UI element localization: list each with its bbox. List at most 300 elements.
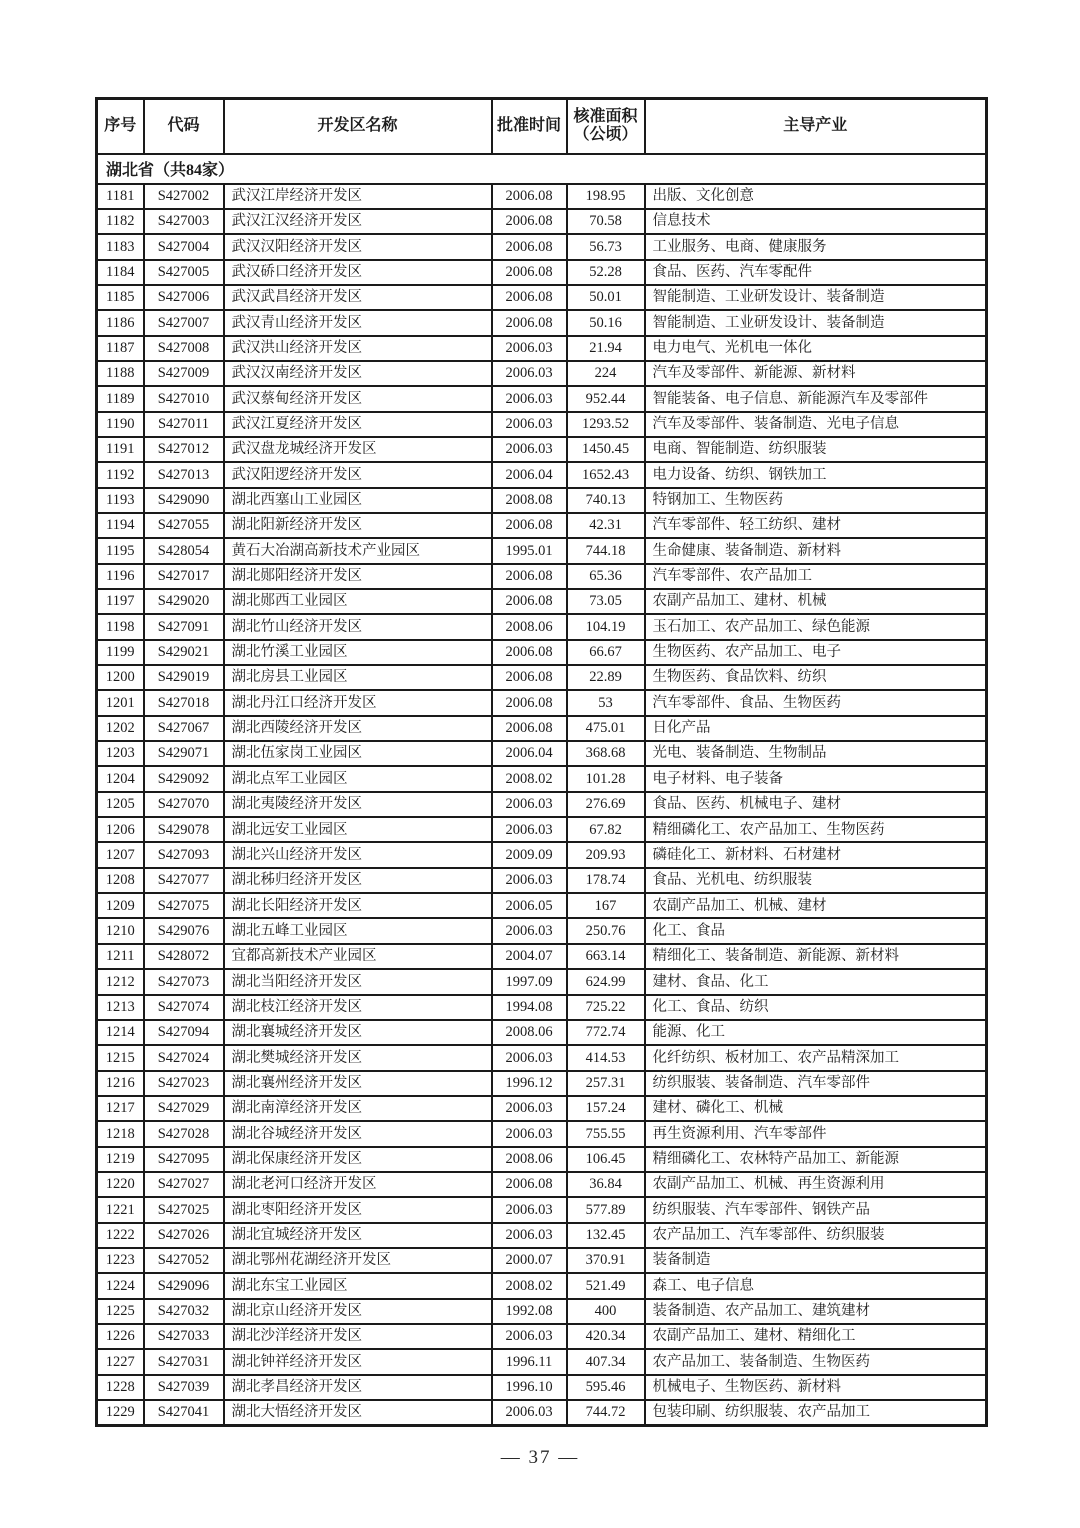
cell-zone-name: 武汉洪山经济开发区 <box>224 336 492 361</box>
cell-zone-name: 湖北沙洋经济开发区 <box>224 1324 492 1349</box>
cell-serial: 1209 <box>97 893 144 918</box>
cell-serial: 1218 <box>97 1121 144 1146</box>
cell-serial: 1225 <box>97 1299 144 1324</box>
cell-serial: 1226 <box>97 1324 144 1349</box>
cell-industries: 磷硅化工、新材料、石材建材 <box>645 842 987 867</box>
cell-serial: 1200 <box>97 665 144 690</box>
cell-code: S429092 <box>144 766 224 791</box>
cell-approval-date: 2006.08 <box>492 640 567 665</box>
cell-code: S427017 <box>144 564 224 589</box>
header-area <box>567 99 645 154</box>
cell-industries: 特钢加工、生物医药 <box>645 488 987 513</box>
cell-serial: 1211 <box>97 944 144 969</box>
cell-area: 740.13 <box>567 488 645 513</box>
cell-serial: 1198 <box>97 614 144 639</box>
cell-industries: 建材、磷化工、机械 <box>645 1096 987 1121</box>
cell-area: 755.55 <box>567 1121 645 1146</box>
cell-area: 67.82 <box>567 817 645 842</box>
cell-serial: 1202 <box>97 716 144 741</box>
cell-zone-name: 湖北钟祥经济开发区 <box>224 1349 492 1374</box>
cell-approval-date: 1992.08 <box>492 1299 567 1324</box>
cell-serial: 1184 <box>97 260 144 285</box>
table-row <box>97 488 987 513</box>
cell-zone-name: 湖北郧阳经济开发区 <box>224 564 492 589</box>
cell-approval-date: 2004.07 <box>492 944 567 969</box>
cell-industries: 能源、化工 <box>645 1020 987 1045</box>
cell-code: S427007 <box>144 310 224 335</box>
table-row <box>97 538 987 563</box>
cell-approval-date: 2008.06 <box>492 1147 567 1172</box>
cell-zone-name: 武汉盘龙城经济开发区 <box>224 437 492 462</box>
cell-serial: 1199 <box>97 640 144 665</box>
cell-zone-name: 湖北保康经济开发区 <box>224 1147 492 1172</box>
cell-zone-name: 武汉汉南经济开发区 <box>224 361 492 386</box>
cell-zone-name: 湖北南漳经济开发区 <box>224 1096 492 1121</box>
cell-serial: 1207 <box>97 842 144 867</box>
cell-industries: 食品、光机电、纺织服装 <box>645 868 987 893</box>
cell-serial: 1182 <box>97 209 144 234</box>
cell-zone-name: 湖北五峰工业园区 <box>224 918 492 943</box>
table-row <box>97 1375 987 1400</box>
cell-serial: 1208 <box>97 868 144 893</box>
cell-serial: 1216 <box>97 1071 144 1096</box>
cell-approval-date: 2006.03 <box>492 817 567 842</box>
cell-code: S427031 <box>144 1349 224 1374</box>
cell-serial: 1220 <box>97 1172 144 1197</box>
cell-industries: 出版、文化创意 <box>645 184 987 209</box>
cell-industries: 生命健康、装备制造、新材料 <box>645 538 987 563</box>
cell-area: 370.91 <box>567 1248 645 1273</box>
cell-approval-date: 1997.09 <box>492 969 567 994</box>
cell-zone-name: 武汉青山经济开发区 <box>224 310 492 335</box>
cell-zone-name: 湖北谷城经济开发区 <box>224 1121 492 1146</box>
cell-zone-name: 武汉武昌经济开发区 <box>224 285 492 310</box>
cell-zone-name: 湖北当阳经济开发区 <box>224 969 492 994</box>
cell-industries: 纺织服装、装备制造、汽车零部件 <box>645 1071 987 1096</box>
cell-area: 50.01 <box>567 285 645 310</box>
cell-industries: 生物医药、食品饮料、纺织 <box>645 665 987 690</box>
cell-code: S427032 <box>144 1299 224 1324</box>
cell-area: 65.36 <box>567 564 645 589</box>
table-row <box>97 285 987 310</box>
cell-serial: 1190 <box>97 412 144 437</box>
cell-zone-name: 湖北长阳经济开发区 <box>224 893 492 918</box>
cell-zone-name: 湖北襄州经济开发区 <box>224 1071 492 1096</box>
cell-industries: 化工、食品 <box>645 918 987 943</box>
table-row <box>97 1197 987 1222</box>
cell-code: S427074 <box>144 995 224 1020</box>
cell-industries: 汽车零部件、食品、生物医药 <box>645 690 987 715</box>
table-row <box>97 1121 987 1146</box>
cell-zone-name: 湖北襄城经济开发区 <box>224 1020 492 1045</box>
cell-zone-name: 武汉江夏经济开发区 <box>224 412 492 437</box>
header-approval-time: 批准时间 <box>492 99 567 154</box>
cell-area: 276.69 <box>567 792 645 817</box>
cell-industries: 智能装备、电子信息、新能源汽车及零部件 <box>645 386 987 411</box>
cell-code: S429021 <box>144 640 224 665</box>
cell-serial: 1193 <box>97 488 144 513</box>
cell-area: 106.45 <box>567 1147 645 1172</box>
cell-zone-name: 宜都高新技术产业园区 <box>224 944 492 969</box>
cell-code: S427055 <box>144 513 224 538</box>
cell-approval-date: 2008.06 <box>492 614 567 639</box>
cell-zone-name: 武汉蔡甸经济开发区 <box>224 386 492 411</box>
cell-serial: 1217 <box>97 1096 144 1121</box>
cell-code: S427010 <box>144 386 224 411</box>
table-row <box>97 792 987 817</box>
cell-industries: 汽车及零部件、新能源、新材料 <box>645 361 987 386</box>
cell-area: 56.73 <box>567 234 645 259</box>
cell-code: S427075 <box>144 893 224 918</box>
cell-area: 52.28 <box>567 260 645 285</box>
cell-approval-date: 2006.03 <box>492 1197 567 1222</box>
header-industry: 主导产业 <box>645 99 987 154</box>
table-row <box>97 1020 987 1045</box>
cell-industries: 智能制造、工业研发设计、装备制造 <box>645 285 987 310</box>
cell-approval-date: 2006.08 <box>492 285 567 310</box>
cell-code: S427002 <box>144 184 224 209</box>
cell-zone-name: 湖北夷陵经济开发区 <box>224 792 492 817</box>
cell-approval-date: 2000.07 <box>492 1248 567 1273</box>
cell-code: S428054 <box>144 538 224 563</box>
cell-zone-name: 湖北秭归经济开发区 <box>224 868 492 893</box>
cell-approval-date: 2006.03 <box>492 1223 567 1248</box>
cell-area: 157.24 <box>567 1096 645 1121</box>
cell-zone-name: 湖北东宝工业园区 <box>224 1273 492 1298</box>
cell-approval-date: 2006.03 <box>492 792 567 817</box>
header-zone-name: 开发区名称 <box>224 99 492 154</box>
section-header-row <box>97 154 987 184</box>
cell-area: 250.76 <box>567 918 645 943</box>
cell-approval-date: 2006.08 <box>492 589 567 614</box>
cell-zone-name: 湖北远安工业园区 <box>224 817 492 842</box>
cell-zone-name: 武汉江岸经济开发区 <box>224 184 492 209</box>
header-area-line2: （公顷） <box>573 126 638 144</box>
table-row <box>97 310 987 335</box>
cell-zone-name: 湖北竹溪工业园区 <box>224 640 492 665</box>
cell-code: S427008 <box>144 336 224 361</box>
cell-serial: 1191 <box>97 437 144 462</box>
header-serial: 序号 <box>97 99 144 154</box>
cell-industries: 食品、医药、汽车零配件 <box>645 260 987 285</box>
table-row <box>97 336 987 361</box>
cell-code: S427011 <box>144 412 224 437</box>
cell-serial: 1223 <box>97 1248 144 1273</box>
cell-code: S428072 <box>144 944 224 969</box>
cell-area: 66.67 <box>567 640 645 665</box>
table-row <box>97 969 987 994</box>
page-number: — 37 — <box>500 1447 580 1468</box>
cell-zone-name: 湖北点军工业园区 <box>224 766 492 791</box>
cell-code: S427013 <box>144 462 224 487</box>
table-row <box>97 766 987 791</box>
cell-industries: 包装印刷、纺织服装、农产品加工 <box>645 1400 987 1425</box>
cell-serial: 1201 <box>97 690 144 715</box>
cell-area: 257.31 <box>567 1071 645 1096</box>
cell-code: S427041 <box>144 1400 224 1425</box>
table-row <box>97 437 987 462</box>
cell-zone-name: 湖北老河口经济开发区 <box>224 1172 492 1197</box>
cell-area: 577.89 <box>567 1197 645 1222</box>
cell-zone-name: 湖北竹山经济开发区 <box>224 614 492 639</box>
cell-area: 167 <box>567 893 645 918</box>
cell-approval-date: 2006.04 <box>492 462 567 487</box>
cell-serial: 1212 <box>97 969 144 994</box>
cell-serial: 1192 <box>97 462 144 487</box>
cell-approval-date: 2006.03 <box>492 412 567 437</box>
table-row <box>97 665 987 690</box>
table-row <box>97 1273 987 1298</box>
cell-code: S427023 <box>144 1071 224 1096</box>
table-row <box>97 1071 987 1096</box>
cell-zone-name: 湖北西塞山工业园区 <box>224 488 492 513</box>
cell-area: 224 <box>567 361 645 386</box>
cell-code: S427039 <box>144 1375 224 1400</box>
cell-industries: 工业服务、电商、健康服务 <box>645 234 987 259</box>
cell-approval-date: 2006.03 <box>492 361 567 386</box>
cell-approval-date: 1996.10 <box>492 1375 567 1400</box>
cell-code: S429090 <box>144 488 224 513</box>
table-row <box>97 741 987 766</box>
cell-approval-date: 2008.02 <box>492 1273 567 1298</box>
table-row <box>97 1172 987 1197</box>
cell-industries: 农副产品加工、建材、机械 <box>645 589 987 614</box>
cell-area: 744.72 <box>567 1400 645 1425</box>
cell-area: 209.93 <box>567 842 645 867</box>
cell-industries: 生物医药、农产品加工、电子 <box>645 640 987 665</box>
cell-approval-date: 1994.08 <box>492 995 567 1020</box>
cell-code: S429078 <box>144 817 224 842</box>
cell-industries: 电子材料、电子装备 <box>645 766 987 791</box>
cell-serial: 1196 <box>97 564 144 589</box>
table-row <box>97 361 987 386</box>
table-row <box>97 513 987 538</box>
cell-approval-date: 2006.03 <box>492 386 567 411</box>
cell-serial: 1186 <box>97 310 144 335</box>
cell-approval-date: 2006.08 <box>492 665 567 690</box>
cell-industries: 农副产品加工、机械、再生资源利用 <box>645 1172 987 1197</box>
table-row <box>97 386 987 411</box>
cell-industries: 汽车及零部件、装备制造、光电子信息 <box>645 412 987 437</box>
cell-approval-date: 2006.03 <box>492 1324 567 1349</box>
cell-zone-name: 武汉阳逻经济开发区 <box>224 462 492 487</box>
cell-zone-name: 湖北枣阳经济开发区 <box>224 1197 492 1222</box>
cell-area: 50.16 <box>567 310 645 335</box>
cell-industries: 农产品加工、装备制造、生物医药 <box>645 1349 987 1374</box>
cell-area: 1652.43 <box>567 462 645 487</box>
cell-approval-date: 2006.03 <box>492 1121 567 1146</box>
cell-area: 400 <box>567 1299 645 1324</box>
cell-zone-name: 湖北孝昌经济开发区 <box>224 1375 492 1400</box>
cell-industries: 农产品加工、汽车零部件、纺织服装 <box>645 1223 987 1248</box>
cell-area: 53 <box>567 690 645 715</box>
cell-serial: 1187 <box>97 336 144 361</box>
table-row <box>97 412 987 437</box>
cell-approval-date: 2008.08 <box>492 488 567 513</box>
header-code: 代码 <box>144 99 224 154</box>
cell-code: S427033 <box>144 1324 224 1349</box>
cell-approval-date: 2008.02 <box>492 766 567 791</box>
cell-area: 36.84 <box>567 1172 645 1197</box>
cell-serial: 1185 <box>97 285 144 310</box>
cell-industries: 森工、电子信息 <box>645 1273 987 1298</box>
cell-zone-name: 湖北大悟经济开发区 <box>224 1400 492 1425</box>
cell-zone-name: 湖北枝江经济开发区 <box>224 995 492 1020</box>
cell-industries: 纺织服装、汽车零部件、钢铁产品 <box>645 1197 987 1222</box>
cell-zone-name: 武汉江汉经济开发区 <box>224 209 492 234</box>
cell-serial: 1204 <box>97 766 144 791</box>
cell-zone-name: 湖北伍家岗工业园区 <box>224 741 492 766</box>
cell-industries: 建材、食品、化工 <box>645 969 987 994</box>
cell-serial: 1203 <box>97 741 144 766</box>
cell-area: 42.31 <box>567 513 645 538</box>
cell-zone-name: 黄石大冶湖高新技术产业园区 <box>224 538 492 563</box>
table-row <box>97 1223 987 1248</box>
cell-code: S429096 <box>144 1273 224 1298</box>
table-row <box>97 690 987 715</box>
cell-approval-date: 2006.08 <box>492 513 567 538</box>
cell-industries: 玉石加工、农产品加工、绿色能源 <box>645 614 987 639</box>
cell-code: S427028 <box>144 1121 224 1146</box>
cell-serial: 1229 <box>97 1400 144 1425</box>
cell-serial: 1195 <box>97 538 144 563</box>
cell-area: 178.74 <box>567 868 645 893</box>
cell-zone-name: 湖北房县工业园区 <box>224 665 492 690</box>
cell-code: S427052 <box>144 1248 224 1273</box>
cell-code: S427067 <box>144 716 224 741</box>
cell-area: 198.95 <box>567 184 645 209</box>
cell-industries: 精细磷化工、农产品加工、生物医药 <box>645 817 987 842</box>
cell-area: 772.74 <box>567 1020 645 1045</box>
cell-approval-date: 1995.01 <box>492 538 567 563</box>
cell-serial: 1222 <box>97 1223 144 1248</box>
cell-serial: 1189 <box>97 386 144 411</box>
cell-approval-date: 2009.09 <box>492 842 567 867</box>
cell-zone-name: 武汉汉阳经济开发区 <box>224 234 492 259</box>
cell-code: S427018 <box>144 690 224 715</box>
table-row <box>97 918 987 943</box>
cell-industries: 智能制造、工业研发设计、装备制造 <box>645 310 987 335</box>
cell-code: S427006 <box>144 285 224 310</box>
cell-serial: 1205 <box>97 792 144 817</box>
header-area-line1: 核准面积 <box>573 107 638 125</box>
cell-code: S427095 <box>144 1147 224 1172</box>
cell-code: S427012 <box>144 437 224 462</box>
cell-code: S427091 <box>144 614 224 639</box>
cell-industries: 精细化工、装备制造、新能源、新材料 <box>645 944 987 969</box>
cell-serial: 1183 <box>97 234 144 259</box>
cell-serial: 1227 <box>97 1349 144 1374</box>
cell-area: 595.46 <box>567 1375 645 1400</box>
cell-area: 22.89 <box>567 665 645 690</box>
cell-industries: 再生资源利用、汽车零部件 <box>645 1121 987 1146</box>
cell-approval-date: 2006.08 <box>492 209 567 234</box>
table-row <box>97 1324 987 1349</box>
cell-zone-name: 湖北西陵经济开发区 <box>224 716 492 741</box>
table-row <box>97 260 987 285</box>
table-row <box>97 995 987 1020</box>
cell-area: 624.99 <box>567 969 645 994</box>
cell-industries: 化工、食品、纺织 <box>645 995 987 1020</box>
cell-approval-date: 2006.08 <box>492 690 567 715</box>
cell-approval-date: 2006.03 <box>492 336 567 361</box>
table-row <box>97 640 987 665</box>
cell-zone-name: 湖北兴山经济开发区 <box>224 842 492 867</box>
cell-code: S427004 <box>144 234 224 259</box>
cell-code: S427027 <box>144 1172 224 1197</box>
cell-zone-name: 湖北宜城经济开发区 <box>224 1223 492 1248</box>
cell-code: S427025 <box>144 1197 224 1222</box>
cell-area: 475.01 <box>567 716 645 741</box>
cell-approval-date: 2006.03 <box>492 868 567 893</box>
cell-industries: 电力电气、光机电一体化 <box>645 336 987 361</box>
cell-industries: 信息技术 <box>645 209 987 234</box>
table-row <box>97 1248 987 1273</box>
table-row <box>97 1096 987 1121</box>
cell-zone-name: 湖北郧西工业园区 <box>224 589 492 614</box>
cell-area: 101.28 <box>567 766 645 791</box>
cell-approval-date: 2006.08 <box>492 564 567 589</box>
cell-zone-name: 武汉硚口经济开发区 <box>224 260 492 285</box>
cell-code: S427073 <box>144 969 224 994</box>
cell-industries: 光电、装备制造、生物制品 <box>645 741 987 766</box>
table-row <box>97 1045 987 1070</box>
cell-area: 368.68 <box>567 741 645 766</box>
cell-approval-date: 2006.03 <box>492 437 567 462</box>
cell-serial: 1213 <box>97 995 144 1020</box>
cell-area: 663.14 <box>567 944 645 969</box>
table-row <box>97 564 987 589</box>
table-row <box>97 817 987 842</box>
cell-industries: 装备制造、农产品加工、建筑建材 <box>645 1299 987 1324</box>
cell-code: S427024 <box>144 1045 224 1070</box>
table-row <box>97 842 987 867</box>
cell-code: S427070 <box>144 792 224 817</box>
cell-area: 132.45 <box>567 1223 645 1248</box>
cell-code: S427029 <box>144 1096 224 1121</box>
table-row <box>97 589 987 614</box>
cell-approval-date: 1996.12 <box>492 1071 567 1096</box>
cell-approval-date: 2006.03 <box>492 1096 567 1121</box>
cell-area: 1293.52 <box>567 412 645 437</box>
cell-area: 521.49 <box>567 1273 645 1298</box>
table-header-row <box>97 99 987 154</box>
cell-code: S429076 <box>144 918 224 943</box>
cell-serial: 1181 <box>97 184 144 209</box>
cell-code: S429019 <box>144 665 224 690</box>
table-row <box>97 614 987 639</box>
table-row <box>97 893 987 918</box>
cell-zone-name: 湖北阳新经济开发区 <box>224 513 492 538</box>
cell-approval-date: 2006.04 <box>492 741 567 766</box>
cell-area: 414.53 <box>567 1045 645 1070</box>
cell-industries: 汽车零部件、农产品加工 <box>645 564 987 589</box>
table-body <box>97 154 987 1426</box>
cell-area: 420.34 <box>567 1324 645 1349</box>
cell-serial: 1224 <box>97 1273 144 1298</box>
table-row <box>97 209 987 234</box>
cell-code: S427094 <box>144 1020 224 1045</box>
cell-zone-name: 湖北鄂州花湖经济开发区 <box>224 1248 492 1273</box>
cell-area: 104.19 <box>567 614 645 639</box>
table-row <box>97 462 987 487</box>
table-row <box>97 184 987 209</box>
cell-approval-date: 2006.08 <box>492 1172 567 1197</box>
cell-approval-date: 2006.08 <box>492 260 567 285</box>
cell-area: 73.05 <box>567 589 645 614</box>
cell-industries: 装备制造 <box>645 1248 987 1273</box>
cell-code: S427093 <box>144 842 224 867</box>
